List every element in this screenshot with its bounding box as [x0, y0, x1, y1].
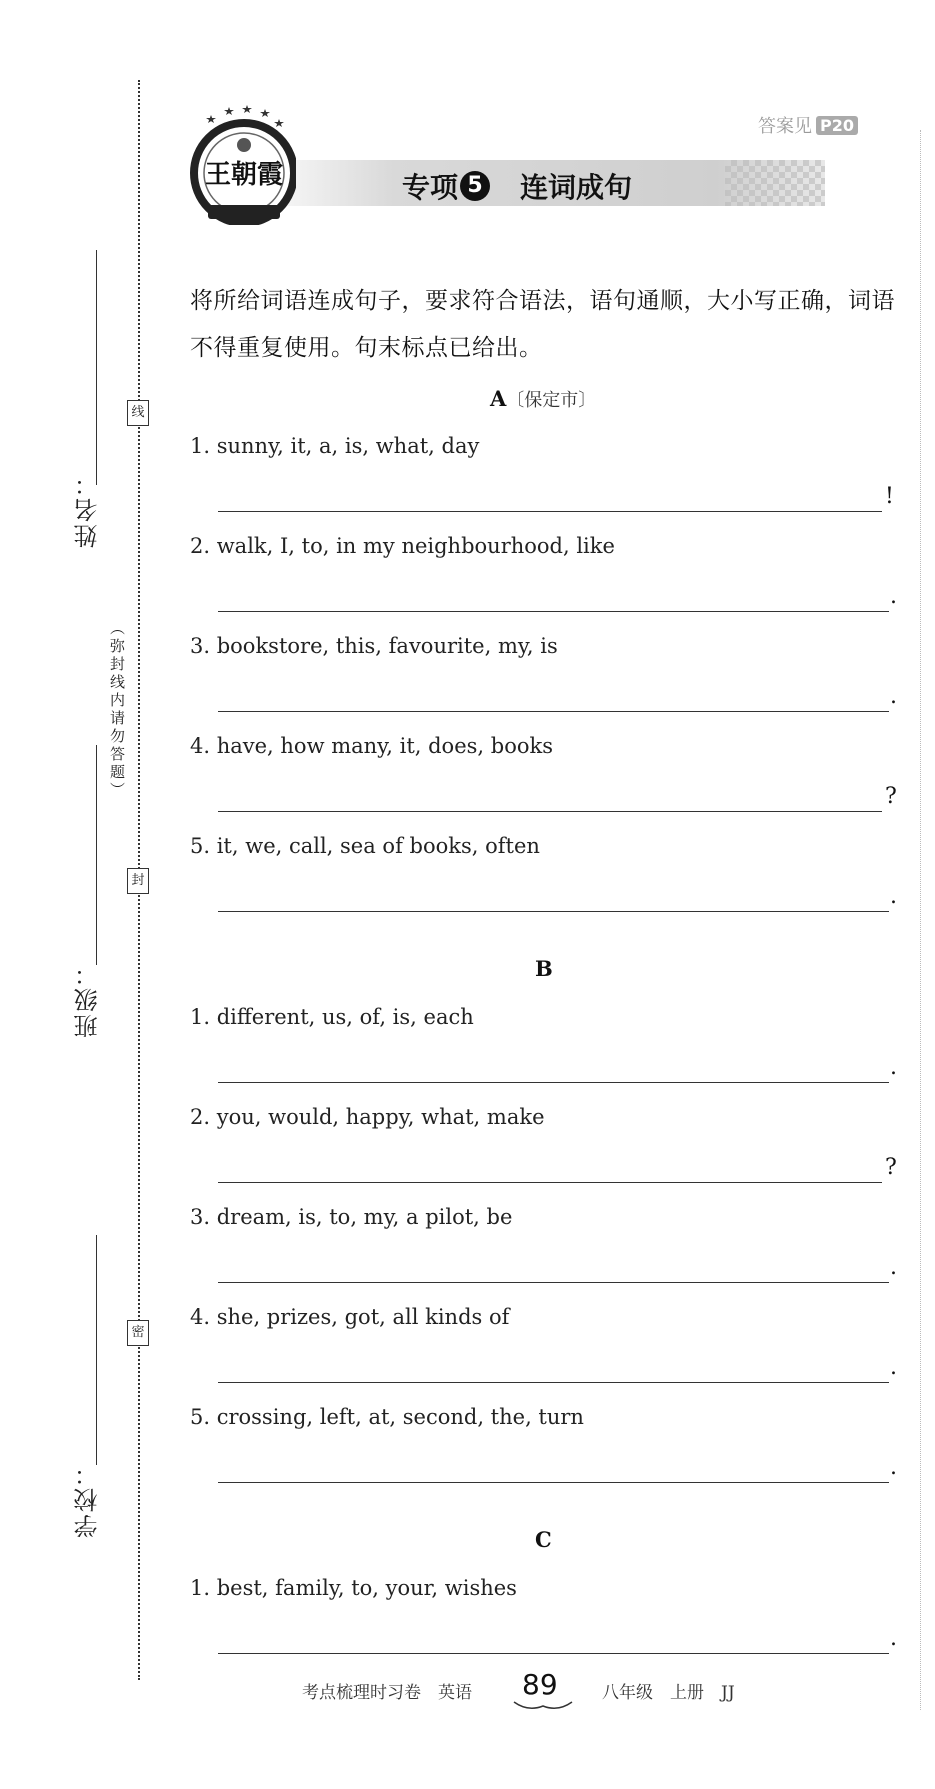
seal-mark-secret: 密	[127, 1320, 149, 1346]
footer-right: 八年级 上册 JJ	[602, 1683, 735, 1703]
answer-page-badge: P20	[816, 116, 858, 135]
banner-checker-pattern	[725, 160, 825, 206]
question-a4: 4. have, how many, it, does, books	[190, 734, 553, 758]
end-punct-b4: .	[890, 1355, 897, 1380]
page-number: 89	[522, 1668, 558, 1701]
answer-line-a1[interactable]	[218, 511, 882, 512]
right-margin-dotted-line	[920, 130, 921, 1710]
title-part-1: 专项	[402, 171, 459, 204]
end-punct-b3: .	[890, 1255, 897, 1280]
answer-line-b5[interactable]	[218, 1482, 889, 1483]
binding-note: （弥封线内请勿答题）	[108, 620, 126, 800]
class-label: 班级：	[74, 960, 102, 1038]
section-b-label: B	[535, 956, 553, 981]
end-punct-c1: .	[890, 1626, 897, 1651]
logo-text: 王朝霞	[204, 160, 284, 190]
section-a-label: A	[490, 386, 507, 411]
end-punct-b1: .	[890, 1055, 897, 1080]
answer-line-b2[interactable]	[218, 1182, 882, 1183]
question-a1: 1. sunny, it, a, is, what, day	[190, 434, 480, 458]
answer-reference-label: 答案见	[758, 116, 812, 137]
school-write-line[interactable]	[96, 1235, 97, 1465]
section-a-heading	[490, 386, 596, 412]
publisher-logo-icon	[186, 105, 296, 225]
question-b2: 2. you, would, happy, what, make	[190, 1105, 545, 1129]
question-c1: 1. best, family, to, your, wishes	[190, 1576, 517, 1600]
answer-line-a4[interactable]	[218, 811, 882, 812]
question-a5: 5. it, we, call, sea of books, often	[190, 834, 540, 858]
end-punct-a5: .	[890, 884, 897, 909]
question-a2: 2. walk, I, to, in my neighbourhood, like	[190, 534, 615, 558]
question-b1: 1. different, us, of, is, each	[190, 1005, 474, 1029]
answer-line-a5[interactable]	[218, 911, 889, 912]
footer-left: 考点梳理时习卷 英语	[302, 1683, 472, 1703]
question-a3: 3. bookstore, this, favourite, my, is	[190, 634, 558, 658]
question-b5: 5. crossing, left, at, second, the, turn	[190, 1405, 584, 1429]
seal-mark-line: 线	[127, 400, 149, 426]
end-punct-a2: .	[890, 584, 897, 609]
answer-line-c1[interactable]	[218, 1653, 889, 1654]
question-b3: 3. dream, is, to, my, a pilot, be	[190, 1205, 513, 1229]
answer-line-a2[interactable]	[218, 611, 889, 612]
name-write-line[interactable]	[96, 250, 97, 485]
instruction-text: 将所给词语连成句子，要求符合语法，语句通顺，大小写正确，词语不得重复使用。句末标点已给出。	[190, 288, 895, 361]
class-write-line[interactable]	[96, 745, 97, 965]
answer-line-b4[interactable]	[218, 1382, 889, 1383]
end-punct-a3: .	[890, 684, 897, 709]
page-title	[402, 166, 632, 206]
title-part-2: 连词成句	[520, 171, 633, 204]
end-punct-a4: ?	[885, 784, 897, 809]
section-b-heading	[535, 956, 553, 981]
page-number-ornament-icon	[512, 1700, 574, 1712]
answer-line-a3[interactable]	[218, 711, 889, 712]
section-a-sublabel: 〔保定市〕	[506, 390, 597, 411]
answer-line-b3[interactable]	[218, 1282, 889, 1283]
seal-mark-seal: 封	[127, 868, 149, 894]
title-number-badge: 5	[460, 171, 490, 201]
section-c-label: C	[535, 1527, 552, 1552]
end-punct-a1: !	[885, 484, 894, 509]
section-c-heading	[535, 1527, 552, 1552]
school-label: 学校：	[74, 1460, 102, 1538]
question-b4: 4. she, prizes, got, all kinds of	[190, 1305, 510, 1329]
end-punct-b2: ?	[885, 1155, 897, 1180]
name-label: 姓名：	[74, 470, 102, 548]
answer-reference	[758, 112, 858, 138]
answer-line-b1[interactable]	[218, 1082, 889, 1083]
end-punct-b5: .	[890, 1455, 897, 1480]
